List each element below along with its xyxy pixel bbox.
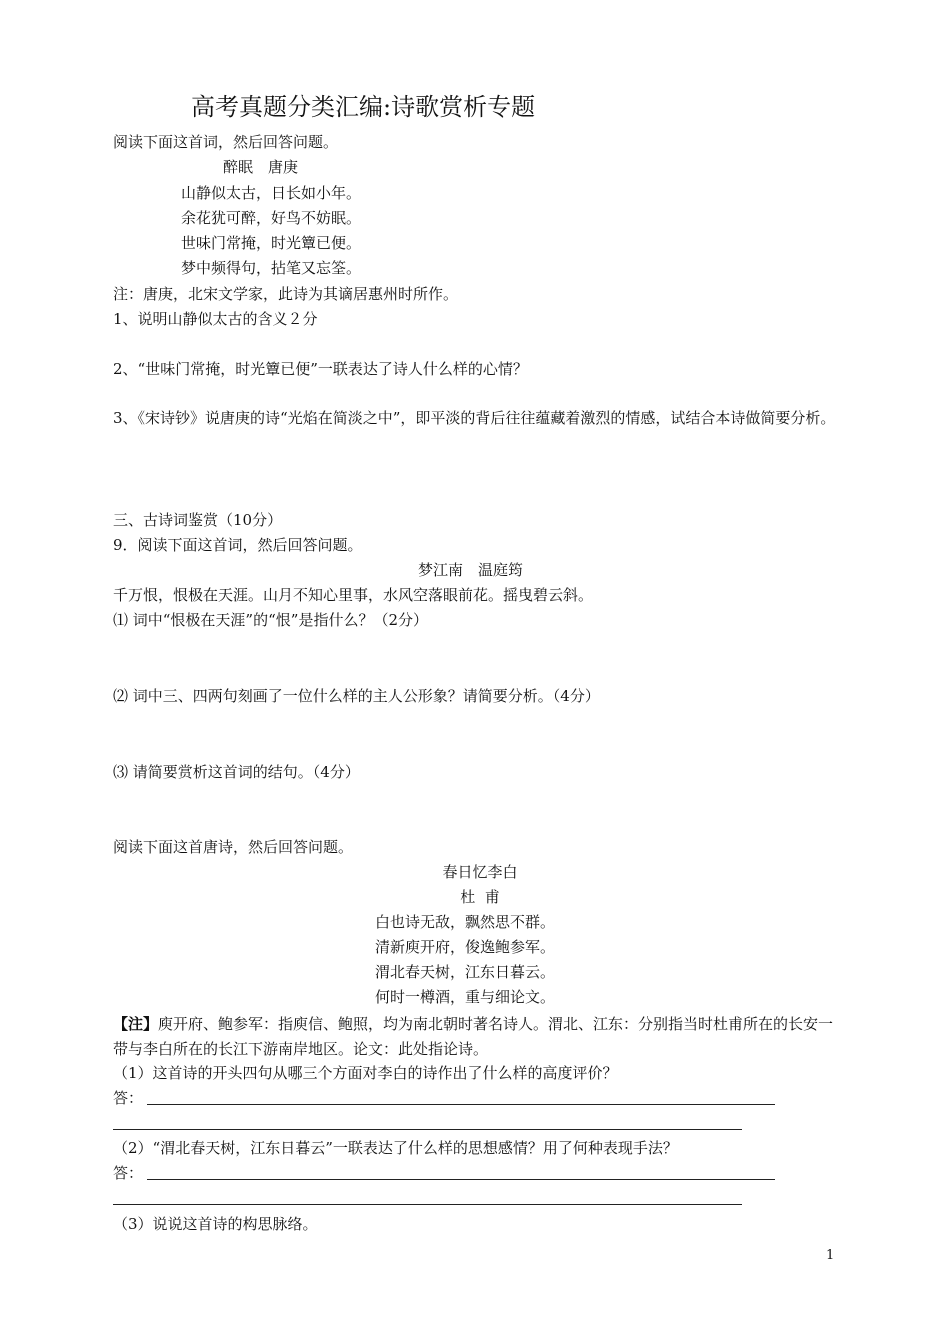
s3-question-2: （2）“渭北春天树，江东日暮云”一联表达了什么样的思想感情？用了何种表现手法？	[113, 1139, 678, 1157]
s3-answer-line	[113, 1129, 742, 1130]
s1-poem-line: 山静似太古，日长如小年。	[181, 184, 362, 202]
s3-intro: 阅读下面这首唐诗，然后回答问题。	[113, 838, 354, 856]
s1-poem-line: 世味门常掩，时光簟已便。	[181, 234, 362, 252]
s2-question-2: ⑵ 词中三、四两句刻画了一位什么样的主人公形象？请简要分析。（4分）	[113, 687, 600, 705]
s1-poem-title: 醉眠 唐庚	[223, 158, 299, 176]
s1-poem-line: 梦中频得句，拈笔又忘筌。	[181, 259, 362, 277]
s2-question-3: ⑶ 请简要赏析这首词的结句。（4分）	[113, 763, 360, 781]
s3-answer-line	[113, 1204, 742, 1205]
s1-intro: 阅读下面这首词，然后回答问题。	[113, 133, 339, 151]
s2-section-header: 三、古诗词鉴赏（10分）	[113, 511, 283, 529]
s3-poem-title: 春日忆李白	[442, 863, 518, 881]
s3-question-3: （3）说说这首诗的构思脉络。	[113, 1215, 318, 1233]
s1-question-1: 1、说明山静似太古的含义２分	[113, 310, 318, 328]
s1-poem-line: 余花犹可醉，好鸟不妨眠。	[181, 209, 362, 227]
s3-answer-label: 答：	[113, 1164, 144, 1182]
s3-poem-author: 杜 甫	[460, 888, 500, 906]
s1-question-2: 2、“世味门常掩，时光簟已便”一联表达了诗人什么样的心情？	[113, 360, 528, 378]
s3-question-1: （1）这首诗的开头四句从哪三个方面对李白的诗作出了什么样的高度评价？	[113, 1064, 618, 1082]
s3-poem-line: 渭北春天树，江东日暮云。	[375, 963, 556, 981]
s3-poem-line: 白也诗无敌，飘然思不群。	[375, 913, 556, 931]
s1-question-3: 3、《宋诗钞》说唐庚的诗“光焰在简淡之中”，即平淡的背后往往蕴藏着激烈的情感，试结合本诗做简要分析。	[113, 409, 836, 427]
s3-answer-label: 答：	[113, 1089, 144, 1107]
s3-note	[113, 1012, 840, 1062]
page-number: 1	[826, 1248, 835, 1263]
s1-note: 注：唐庚，北宋文学家，此诗为其谪居惠州时所作。	[113, 285, 459, 303]
s2-poem-text: 千万恨，恨极在天涯。山月不知心里事，水风空落眼前花。摇曳碧云斜。	[113, 586, 594, 604]
s3-answer-line	[147, 1179, 775, 1180]
s3-poem-line: 清新庾开府，俊逸鲍参军。	[375, 938, 556, 956]
s3-answer-line	[147, 1104, 775, 1105]
s2-poem-title: 梦江南 温庭筠	[418, 561, 524, 579]
s3-poem-line: 何时一樽酒，重与细论文。	[375, 988, 556, 1006]
page-title: 高考真题分类汇编:诗歌赏析专题	[191, 93, 536, 121]
s3-note-text: 庾开府、鲍参军：指庾信、鲍照，均为南北朝时著名诗人。渭北、江东：分别指当时杜甫所在的长安一带与李白所在的长江下游南岸地区。论文：此处指论诗。	[113, 1015, 834, 1058]
s2-intro: 9．阅读下面这首词，然后回答问题。	[113, 536, 363, 554]
s3-note-label: 【注】	[113, 1015, 159, 1033]
s2-question-1: ⑴ 词中“恨极在天涯”的“恨”是指什么？（2分）	[113, 611, 428, 629]
